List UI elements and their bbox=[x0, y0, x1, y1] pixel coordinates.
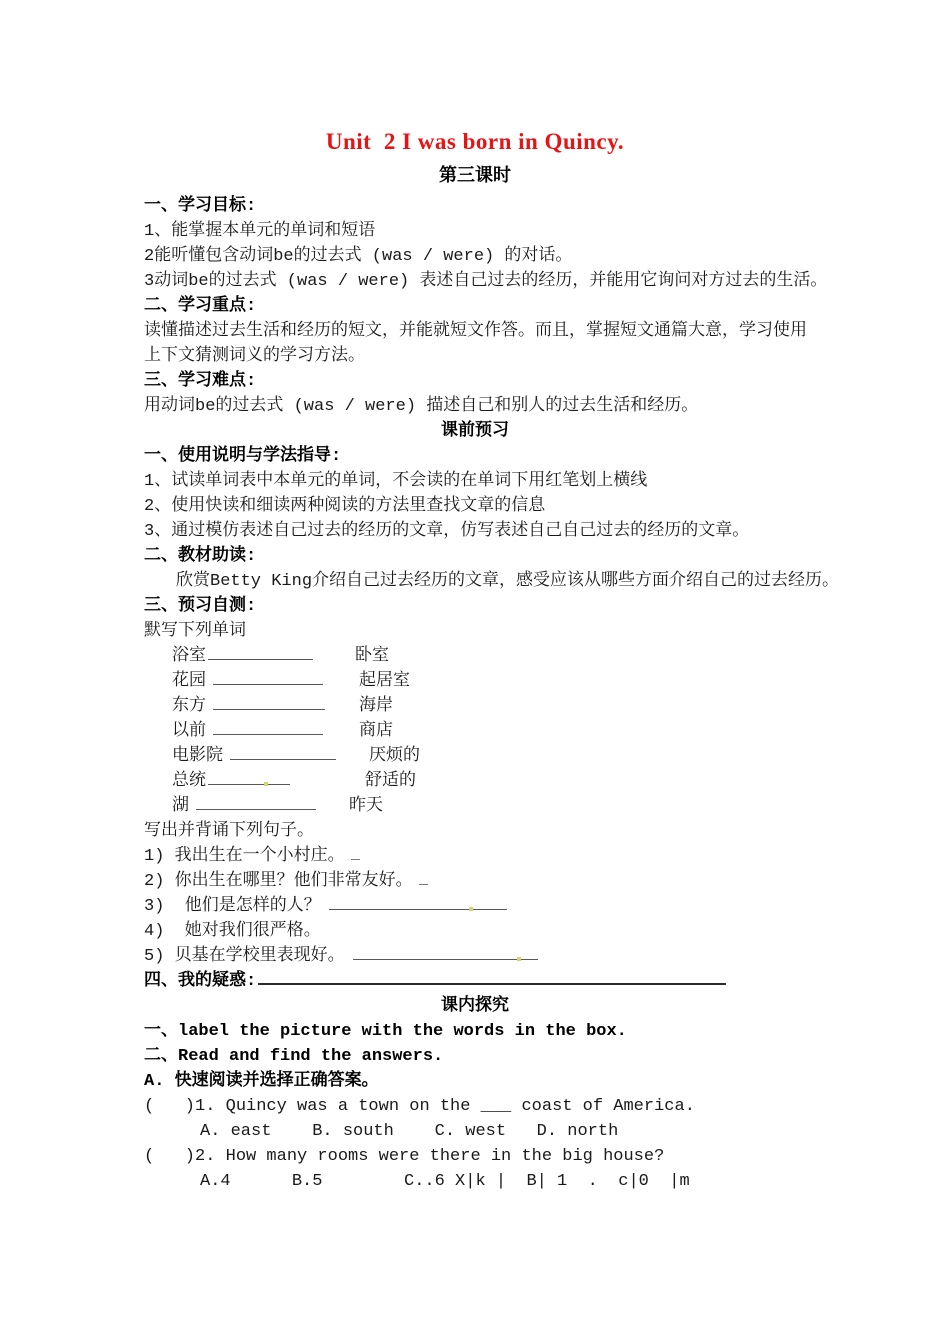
word-row bbox=[144, 719, 806, 744]
key-points-text: 上下文猜测词义的学习方法。 bbox=[144, 347, 365, 366]
word-row bbox=[144, 794, 806, 819]
sentence-item bbox=[144, 894, 806, 919]
usage-heading: 一、使用说明与学法指导: bbox=[144, 447, 342, 466]
word-left-cell bbox=[172, 769, 355, 794]
word-row bbox=[144, 769, 806, 794]
preview-section-heading: 课前预习 bbox=[441, 422, 509, 441]
answer-blank bbox=[230, 754, 336, 760]
task1-heading: 一、label the picture with the words in the box. bbox=[144, 1022, 627, 1041]
page-title: Unit 2 I was born in Quincy. bbox=[325, 129, 625, 154]
word-cn-label: 浴室 bbox=[172, 647, 206, 666]
word-left-cell bbox=[172, 794, 355, 819]
word-cn-label: 卧室 bbox=[355, 647, 389, 666]
answer-blank bbox=[329, 904, 507, 910]
word-cn-label: 商店 bbox=[359, 722, 393, 741]
goals-heading: 一、学习目标: bbox=[144, 197, 257, 216]
answer-blank bbox=[213, 679, 323, 685]
word-cn-label: 电影院 bbox=[172, 747, 223, 766]
goals-item: 1、能掌握本单元的单词和短语 bbox=[144, 222, 376, 241]
difficulties-text: 用动词be的过去式 (was / were) 描述自己和别人的过去生活和经历。 bbox=[144, 397, 699, 416]
answer-blank bbox=[213, 704, 325, 710]
word-cn-label: 东方 bbox=[172, 697, 206, 716]
question-1-options: A. east B. south C. west D. north bbox=[200, 1122, 619, 1141]
lesson-heading: 第三课时 bbox=[439, 167, 511, 187]
word-cn-label: 昨天 bbox=[349, 797, 383, 816]
key-points-text: 读懂描述过去生活和经历的短文，并能就短文作答。而且，掌握短文通篇大意，学习使用 bbox=[144, 322, 807, 341]
doubts-label: 四、我的疑惑: bbox=[144, 972, 257, 991]
answer-blank bbox=[213, 729, 323, 735]
goals-item: 3动词be的过去式 (was / were) 表述自己过去的经历，并能用它询问对方过去的生活。 bbox=[144, 272, 828, 291]
word-cn-label: 舒适的 bbox=[365, 772, 416, 791]
word-dictation-list bbox=[144, 644, 806, 819]
exploration-section-heading: 课内探究 bbox=[441, 997, 509, 1016]
sentence-item bbox=[144, 844, 806, 869]
answer-blank bbox=[353, 954, 538, 960]
sentence-text: 4) 她对我们很严格。 bbox=[144, 922, 321, 941]
sentences-label: 写出并背诵下列句子。 bbox=[144, 822, 314, 841]
sentence-text: 3) 他们是怎样的人？ bbox=[144, 897, 321, 916]
answer-blank bbox=[208, 654, 313, 660]
usage-item: 3、通过模仿表述自己过去的经历的文章，仿写表述自己自己过去的经历的文章。 bbox=[144, 522, 750, 541]
question-2: ( )2. How many rooms were there in the big house? bbox=[144, 1147, 665, 1166]
word-cn-label: 起居室 bbox=[359, 672, 410, 691]
answer-blank bbox=[419, 880, 428, 885]
sentence-text: 5) 贝基在学校里表现好。 bbox=[144, 947, 345, 966]
word-row bbox=[144, 744, 806, 769]
dictation-label: 默写下列单词 bbox=[144, 622, 246, 641]
goals-item: 2能听懂包含动词be的过去式 (was / were) 的对话。 bbox=[144, 247, 573, 266]
answer-blank bbox=[351, 855, 360, 860]
usage-item: 1、试读单词表中本单元的单词，不会读的在单词下用红笔划上横线 bbox=[144, 472, 648, 491]
selftest-heading: 三、预习自测: bbox=[144, 597, 257, 616]
doubts-row bbox=[144, 969, 806, 994]
sentence-text: 1) 我出生在一个小村庄。 bbox=[144, 847, 345, 866]
answer-blank bbox=[208, 779, 290, 785]
key-points-heading: 二、学习重点: bbox=[144, 297, 257, 316]
sentence-item bbox=[144, 869, 806, 894]
sentence-item bbox=[144, 919, 806, 944]
word-row bbox=[144, 694, 806, 719]
word-left-cell bbox=[172, 669, 355, 694]
usage-item: 2、使用快读和细读两种阅读的方法里查找文章的信息 bbox=[144, 497, 546, 516]
word-cn-label: 湖 bbox=[172, 797, 189, 816]
artifact-dot bbox=[264, 782, 268, 786]
difficulties-heading: 三、学习难点: bbox=[144, 372, 257, 391]
question-2-options: A.4 B.5 C..6 X|k | B| 1 . c|0 |m bbox=[200, 1172, 690, 1191]
artifact-dot bbox=[517, 957, 521, 961]
task2-heading: 二、Read and find the answers. bbox=[144, 1047, 444, 1066]
sentence-item bbox=[144, 944, 806, 969]
word-left-cell bbox=[172, 694, 355, 719]
artifact-dot bbox=[469, 907, 473, 911]
word-row bbox=[144, 644, 806, 669]
material-heading: 二、教材助读: bbox=[144, 547, 257, 566]
word-cn-label: 以前 bbox=[172, 722, 206, 741]
word-left-cell bbox=[172, 744, 355, 769]
question-1: ( )1. Quincy was a town on the ___ coast of America. bbox=[144, 1097, 695, 1116]
word-left-cell bbox=[172, 644, 355, 669]
answer-blank bbox=[258, 978, 726, 985]
sentence-text: 2) 你出生在哪里？他们非常友好。 bbox=[144, 872, 413, 891]
word-cn-label: 海岸 bbox=[359, 697, 393, 716]
sectionA-heading: A. 快速阅读并选择正确答案。 bbox=[144, 1072, 379, 1091]
word-cn-label: 厌烦的 bbox=[369, 747, 420, 766]
material-text: 欣赏Betty King介绍自己过去经历的文章，感受应该从哪些方面介绍自己的过去经历。 bbox=[176, 572, 840, 591]
word-cn-label: 花园 bbox=[172, 672, 206, 691]
worksheet-body bbox=[144, 194, 840, 1194]
word-row bbox=[144, 669, 806, 694]
word-left-cell bbox=[172, 719, 355, 744]
answer-blank bbox=[196, 804, 316, 810]
word-cn-label: 总统 bbox=[172, 772, 206, 791]
